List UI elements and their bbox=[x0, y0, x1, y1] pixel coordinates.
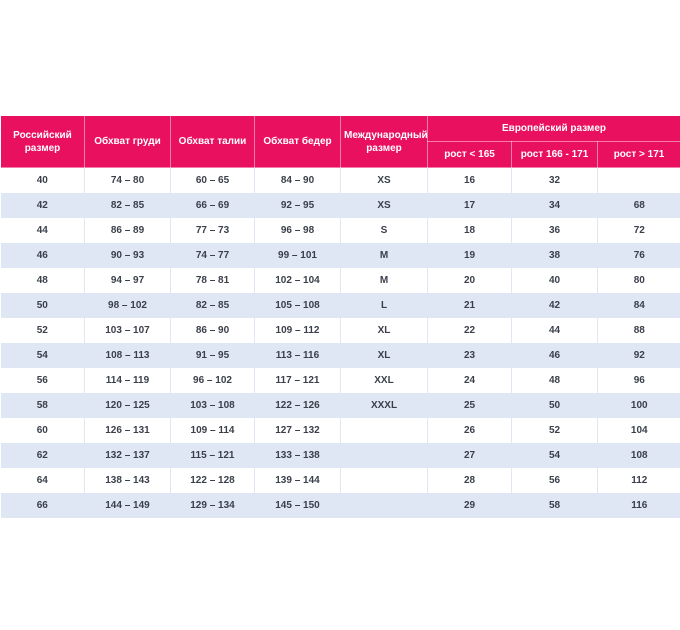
cell-eu-over-171: 112 bbox=[598, 468, 680, 493]
table-row bbox=[1, 343, 680, 368]
cell-intl-size: M bbox=[341, 268, 428, 293]
cell-eu-under-165: 25 bbox=[428, 393, 512, 418]
cell-eu-over-171: 96 bbox=[598, 368, 680, 393]
cell-chest: 90 – 93 bbox=[85, 243, 171, 268]
cell-hips: 105 – 108 bbox=[255, 293, 341, 318]
cell-hips: 117 – 121 bbox=[255, 368, 341, 393]
cell-waist: 78 – 81 bbox=[171, 268, 255, 293]
cell-chest: 108 – 113 bbox=[85, 343, 171, 368]
table-row bbox=[1, 218, 680, 243]
cell-hips: 133 – 138 bbox=[255, 443, 341, 468]
cell-ru-size: 44 bbox=[1, 218, 85, 243]
cell-hips: 92 – 95 bbox=[255, 193, 341, 218]
cell-hips: 109 – 112 bbox=[255, 318, 341, 343]
cell-hips: 96 – 98 bbox=[255, 218, 341, 243]
cell-intl-size: L bbox=[341, 293, 428, 318]
header-eu-height-under-165: рост < 165 bbox=[428, 142, 512, 168]
cell-eu-under-165: 17 bbox=[428, 193, 512, 218]
table-row bbox=[1, 293, 680, 318]
cell-ru-size: 54 bbox=[1, 343, 85, 368]
cell-eu-under-165: 16 bbox=[428, 168, 512, 194]
cell-waist: 122 – 128 bbox=[171, 468, 255, 493]
cell-eu-166-171: 58 bbox=[512, 493, 598, 518]
cell-ru-size: 46 bbox=[1, 243, 85, 268]
cell-hips: 139 – 144 bbox=[255, 468, 341, 493]
cell-eu-over-171: 72 bbox=[598, 218, 680, 243]
header-eu-height-over-171: рост > 171 bbox=[598, 142, 680, 168]
cell-intl-size: XL bbox=[341, 318, 428, 343]
header-hips: Обхват бедер bbox=[255, 116, 341, 168]
cell-eu-over-171: 92 bbox=[598, 343, 680, 368]
cell-chest: 138 – 143 bbox=[85, 468, 171, 493]
table-body bbox=[1, 168, 680, 519]
cell-waist: 109 – 114 bbox=[171, 418, 255, 443]
cell-waist: 66 – 69 bbox=[171, 193, 255, 218]
cell-intl-size bbox=[341, 493, 428, 518]
cell-hips: 102 – 104 bbox=[255, 268, 341, 293]
cell-intl-size: S bbox=[341, 218, 428, 243]
cell-eu-under-165: 28 bbox=[428, 468, 512, 493]
cell-intl-size: XS bbox=[341, 168, 428, 194]
table-row bbox=[1, 443, 680, 468]
cell-waist: 96 – 102 bbox=[171, 368, 255, 393]
cell-waist: 60 – 65 bbox=[171, 168, 255, 194]
cell-ru-size: 60 bbox=[1, 418, 85, 443]
cell-eu-166-171: 44 bbox=[512, 318, 598, 343]
cell-eu-under-165: 27 bbox=[428, 443, 512, 468]
table-row bbox=[1, 418, 680, 443]
header-intl-size: Международный размер bbox=[341, 116, 428, 168]
cell-eu-over-171: 108 bbox=[598, 443, 680, 468]
cell-chest: 86 – 89 bbox=[85, 218, 171, 243]
cell-ru-size: 52 bbox=[1, 318, 85, 343]
cell-hips: 113 – 116 bbox=[255, 343, 341, 368]
cell-eu-166-171: 50 bbox=[512, 393, 598, 418]
cell-eu-over-171: 80 bbox=[598, 268, 680, 293]
cell-chest: 103 – 107 bbox=[85, 318, 171, 343]
cell-eu-166-171: 42 bbox=[512, 293, 598, 318]
table-row bbox=[1, 468, 680, 493]
cell-eu-under-165: 24 bbox=[428, 368, 512, 393]
cell-intl-size: XXL bbox=[341, 368, 428, 393]
cell-ru-size: 50 bbox=[1, 293, 85, 318]
cell-ru-size: 40 bbox=[1, 168, 85, 194]
cell-ru-size: 64 bbox=[1, 468, 85, 493]
cell-waist: 91 – 95 bbox=[171, 343, 255, 368]
cell-eu-over-171: 100 bbox=[598, 393, 680, 418]
table-row bbox=[1, 393, 680, 418]
cell-intl-size: XS bbox=[341, 193, 428, 218]
cell-eu-166-171: 38 bbox=[512, 243, 598, 268]
cell-ru-size: 62 bbox=[1, 443, 85, 468]
cell-eu-166-171: 46 bbox=[512, 343, 598, 368]
cell-eu-over-171: 68 bbox=[598, 193, 680, 218]
cell-eu-over-171 bbox=[598, 168, 680, 194]
cell-ru-size: 58 bbox=[1, 393, 85, 418]
header-chest: Обхват груди bbox=[85, 116, 171, 168]
cell-eu-166-171: 40 bbox=[512, 268, 598, 293]
cell-intl-size bbox=[341, 468, 428, 493]
cell-eu-166-171: 34 bbox=[512, 193, 598, 218]
cell-eu-under-165: 26 bbox=[428, 418, 512, 443]
cell-waist: 86 – 90 bbox=[171, 318, 255, 343]
table-row bbox=[1, 318, 680, 343]
cell-chest: 82 – 85 bbox=[85, 193, 171, 218]
cell-hips: 122 – 126 bbox=[255, 393, 341, 418]
header-ru-size: Российский размер bbox=[1, 116, 85, 168]
cell-eu-under-165: 22 bbox=[428, 318, 512, 343]
table-row bbox=[1, 493, 680, 518]
cell-chest: 74 – 80 bbox=[85, 168, 171, 194]
cell-eu-166-171: 54 bbox=[512, 443, 598, 468]
cell-intl-size: M bbox=[341, 243, 428, 268]
header-waist: Обхват талии bbox=[171, 116, 255, 168]
cell-eu-166-171: 36 bbox=[512, 218, 598, 243]
cell-eu-166-171: 56 bbox=[512, 468, 598, 493]
cell-hips: 99 – 101 bbox=[255, 243, 341, 268]
cell-hips: 127 – 132 bbox=[255, 418, 341, 443]
cell-waist: 129 – 134 bbox=[171, 493, 255, 518]
table-row bbox=[1, 268, 680, 293]
cell-waist: 115 – 121 bbox=[171, 443, 255, 468]
size-chart-table bbox=[0, 115, 680, 518]
table-row bbox=[1, 168, 680, 194]
cell-eu-over-171: 76 bbox=[598, 243, 680, 268]
cell-eu-166-171: 48 bbox=[512, 368, 598, 393]
cell-waist: 74 – 77 bbox=[171, 243, 255, 268]
table-row bbox=[1, 368, 680, 393]
cell-ru-size: 42 bbox=[1, 193, 85, 218]
cell-eu-under-165: 19 bbox=[428, 243, 512, 268]
table-row bbox=[1, 193, 680, 218]
cell-ru-size: 48 bbox=[1, 268, 85, 293]
cell-ru-size: 56 bbox=[1, 368, 85, 393]
cell-waist: 82 – 85 bbox=[171, 293, 255, 318]
cell-ru-size: 66 bbox=[1, 493, 85, 518]
cell-chest: 144 – 149 bbox=[85, 493, 171, 518]
cell-hips: 145 – 150 bbox=[255, 493, 341, 518]
cell-intl-size: XL bbox=[341, 343, 428, 368]
cell-intl-size bbox=[341, 443, 428, 468]
cell-chest: 94 – 97 bbox=[85, 268, 171, 293]
cell-chest: 126 – 131 bbox=[85, 418, 171, 443]
cell-waist: 77 – 73 bbox=[171, 218, 255, 243]
cell-eu-166-171: 52 bbox=[512, 418, 598, 443]
cell-eu-under-165: 23 bbox=[428, 343, 512, 368]
cell-eu-over-171: 84 bbox=[598, 293, 680, 318]
header-eu-height-166-171: рост 166 - 171 bbox=[512, 142, 598, 168]
cell-intl-size bbox=[341, 418, 428, 443]
cell-chest: 98 – 102 bbox=[85, 293, 171, 318]
table-header bbox=[1, 116, 680, 168]
cell-eu-under-165: 29 bbox=[428, 493, 512, 518]
cell-eu-over-171: 116 bbox=[598, 493, 680, 518]
header-eu-size: Европейский размер bbox=[428, 116, 680, 142]
table-row bbox=[1, 243, 680, 268]
cell-eu-under-165: 21 bbox=[428, 293, 512, 318]
cell-chest: 132 – 137 bbox=[85, 443, 171, 468]
cell-hips: 84 – 90 bbox=[255, 168, 341, 194]
cell-chest: 120 – 125 bbox=[85, 393, 171, 418]
cell-waist: 103 – 108 bbox=[171, 393, 255, 418]
cell-chest: 114 – 119 bbox=[85, 368, 171, 393]
cell-eu-over-171: 104 bbox=[598, 418, 680, 443]
cell-eu-over-171: 88 bbox=[598, 318, 680, 343]
cell-eu-under-165: 20 bbox=[428, 268, 512, 293]
cell-eu-under-165: 18 bbox=[428, 218, 512, 243]
cell-intl-size: XXXL bbox=[341, 393, 428, 418]
cell-eu-166-171: 32 bbox=[512, 168, 598, 194]
